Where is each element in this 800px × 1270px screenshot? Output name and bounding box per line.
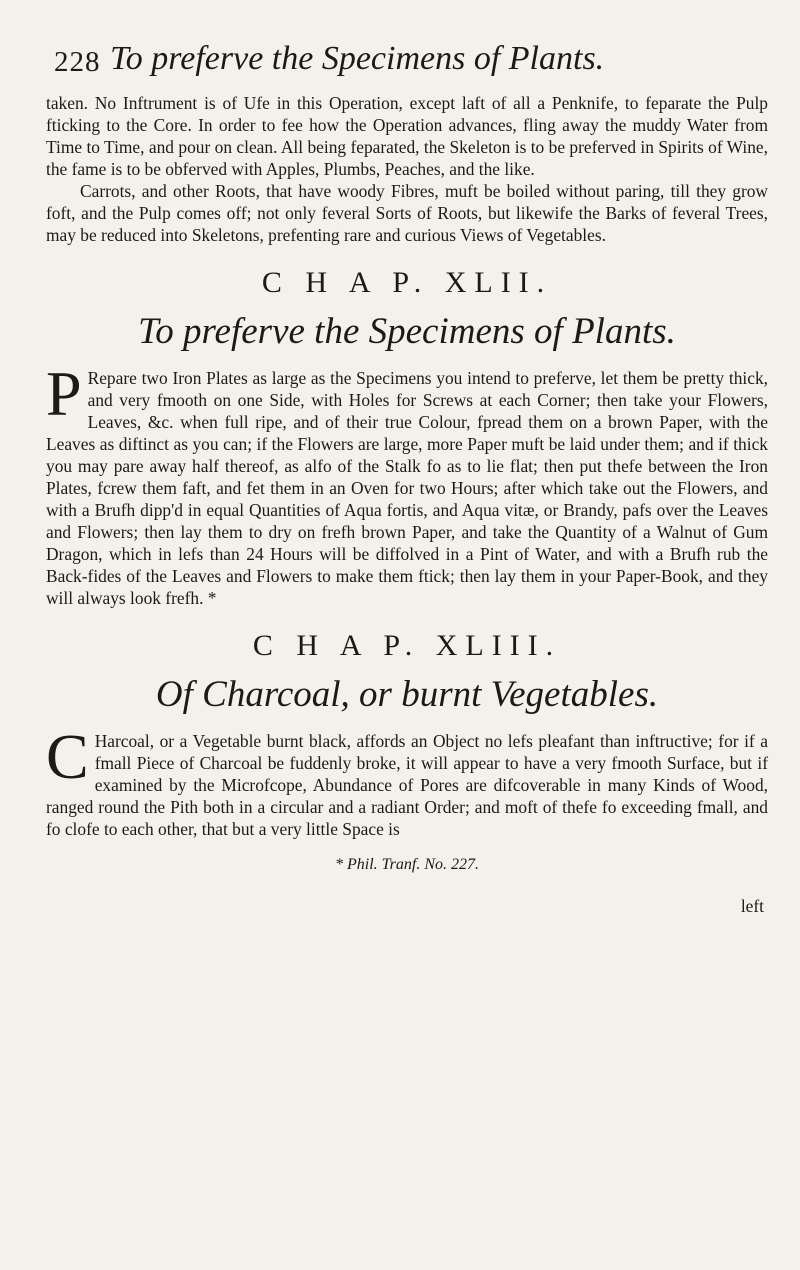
chapter-42 — [46, 266, 768, 609]
drop-capital: C — [46, 721, 89, 792]
chapter-text: Harcoal, or a Vegetable burnt black, affords an Object no lefs pleafant than inftructive; for if a fmall Piece of Charcoal be fuddenly broke, it will appear to have a very fmooth Surface, but if examined by the Microfcope, Abundance of Pores are difcoverable in many Kinds of Wood, ranged round the Pith both in a circular and a radiant Order; and moft of thefe fo exceeding fmall, and fo clofe to each other, that but a very little Space is — [46, 731, 768, 839]
footnote: * Phil. Tranf. No. 227. — [334, 856, 480, 873]
drop-capital: P — [46, 358, 82, 429]
chapter-paragraph — [46, 721, 768, 840]
chapter-heading: C H A P. XLII. — [261, 266, 553, 299]
running-head — [46, 40, 768, 92]
page-number: 228 — [54, 46, 101, 78]
running-title: To preferve the Specimens of Plants. — [110, 40, 605, 77]
chapter-text: Repare two Iron Plates as large as the Specimens you intend to preferve, let them be pretty thick, and very fmooth on one Side, with Holes for Screws at each Corner; then take your Flowers, Leaves, &c. when full ripe, and of their true Colour, fpread them on a brown Paper, with the Leaves as diftinct as you can; if the Flowers are large, more Paper muft be laid under them; and if thick you may pare away half thereof, as alfo of the Stalk fo as to lie flat; then put thefe between the Iron Plates, fcrew them faft, and fet them in an Oven for two Hours; after which take out the Flowers, and with a Brufh dipp'd in equal Quantities of Aqua fortis, and Aqua vitæ, or Brandy, pafs over the Leaves and Flowers; then lay them to dry on frefh brown Paper, and take the Quantity of a Walnut of Gum Dragon, which in lefs than 24 Hours will be diffolved in a Pint of Water, and with a Brufh rub the Back-fides of the Leaves and Flowers to make them ftick; then lay them in your Paper-Book, and they will always look frefh. * — [46, 368, 768, 608]
book-page — [46, 40, 768, 917]
chapter-heading: C H A P. XLIII. — [252, 629, 562, 662]
chapter-title: To preferve the Specimens of Plants. — [138, 311, 676, 352]
opening-paragraph: taken. No Inftrument is of Ufe in this Operation, except laft of all a Penknife, to feparate the Pulp fticking to the Core. In order to fee how the Operation advances, fling away the muddy Water from Time to Time, and pour on clean. All being feparated, the Skeleton is to be preferved in Spirits of Wine, the fame is to be obferved with Apples, Plumbs, Peaches, and the like. — [46, 93, 768, 179]
carrots-paragraph: Carrots, and other Roots, that have woody Fibres, muft be boiled without paring, till they grow foft, and the Pulp comes off; not only feveral Sorts of Roots, but likewife the Barks of feveral Trees, may be reduced into Skeletons, prefenting rare and curious Views of Vegetables. — [46, 181, 768, 245]
chapter-paragraph — [46, 358, 768, 609]
chapter-43 — [46, 629, 768, 840]
catchword: left — [740, 896, 764, 916]
chapter-title: Of Charcoal, or burnt Vegetables. — [155, 674, 659, 715]
